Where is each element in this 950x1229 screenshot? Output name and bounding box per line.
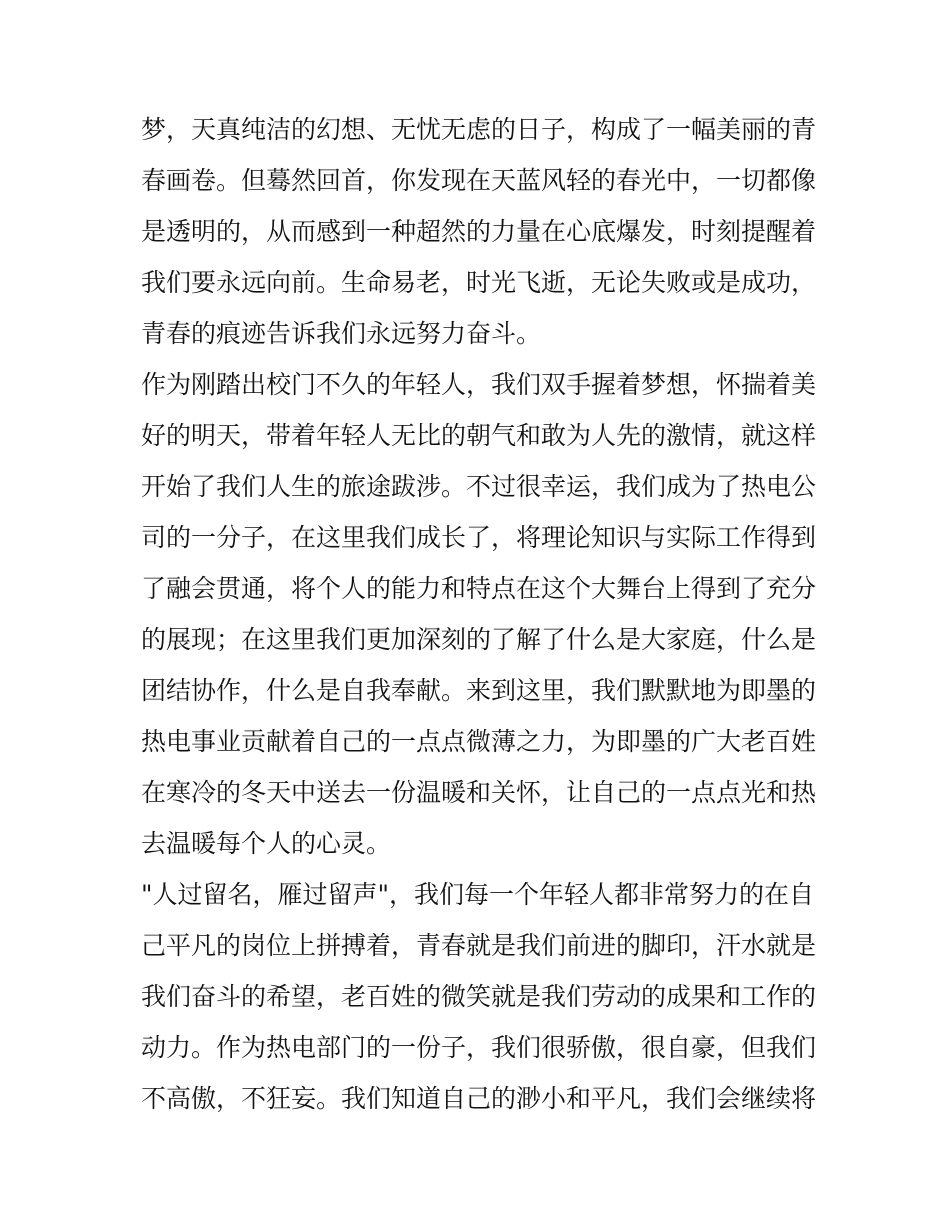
- text-line: 我们奋斗的希望，老百姓的微笑就是我们劳动的成果和工作的: [141, 982, 817, 1011]
- body-text: [141, 104, 821, 1124]
- text-line: 己平凡的岗位上拼搏着，青春就是我们前进的脚印，汗水就是: [141, 931, 817, 960]
- text-line: 梦，天真纯洁的幻想、无忧无虑的日子，构成了一幅美丽的青: [141, 115, 817, 144]
- text-line: 在寒冷的冬天中送去一份温暖和关怀，让自己的一点点光和热: [141, 778, 817, 807]
- text-line: "人过留名，雁过留声"，我们每一个年轻人都非常努力的在自: [141, 880, 815, 909]
- text-line: 作为刚踏出校门不久的年轻人，我们双手握着梦想，怀揣着美: [141, 370, 817, 399]
- text-line: 春画卷。但蓦然回首，你发现在天蓝风轻的春光中，一切都像: [141, 166, 817, 195]
- text-line: 的展现；在这里我们更加深刻的了解了什么是大家庭，什么是: [141, 625, 817, 654]
- text-line: 动力。作为热电部门的一份子，我们很骄傲，很自豪，但我们: [141, 1033, 817, 1062]
- text-line: 不高傲，不狂妄。我们知道自己的渺小和平凡，我们会继续将: [141, 1084, 817, 1113]
- text-line: 司的一分子，在这里我们成长了，将理论知识与实际工作得到: [141, 523, 817, 552]
- text-line: 去温暖每个人的心灵。: [141, 829, 392, 858]
- text-line: 团结协作，什么是自我奉献。来到这里，我们默默地为即墨的: [141, 676, 817, 705]
- text-line: 青春的痕迹告诉我们永远努力奋斗。: [141, 319, 542, 348]
- text-line: 热电事业贡献着自己的一点点微薄之力，为即墨的广大老百姓: [141, 727, 817, 756]
- text-line: 了融会贯通，将个人的能力和特点在这个大舞台上得到了充分: [141, 574, 817, 603]
- text-line: 我们要永远向前。生命易老，时光飞逝，无论失败或是成功，: [141, 268, 817, 297]
- text-line: 开始了我们人生的旅途跋涉。不过很幸运，我们成为了热电公: [141, 472, 817, 501]
- text-line: 是透明的，从而感到一种超然的力量在心底爆发，时刻提醒着: [141, 217, 817, 246]
- text-line: 好的明天，带着年轻人无比的朝气和敢为人先的激情，就这样: [141, 421, 817, 450]
